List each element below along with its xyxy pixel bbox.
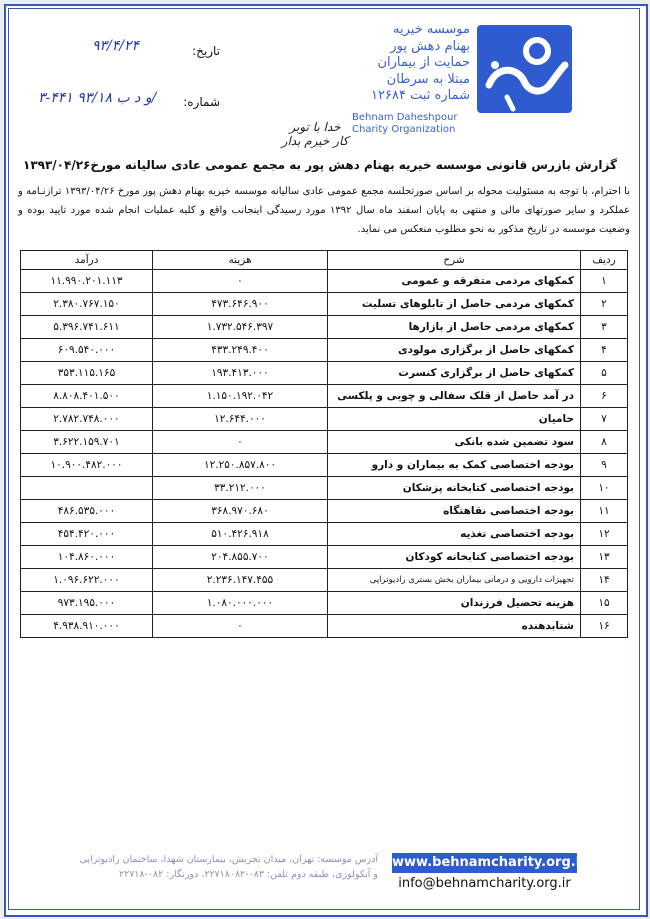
row-number: ۹ [581,454,628,477]
row-income: ۲.۷۸۲.۷۴۸.۰۰۰ [21,408,153,431]
row-description: کمکهای مردمی حاصل از بازارها [328,316,581,339]
org-name [330,22,470,105]
row-income: ۱۰۴.۸۶۰.۰۰۰ [21,546,153,569]
row-cost: ۳۶۸.۹۷۰.۶۸۰ [153,500,328,523]
row-description: هزینه تحصیل فرزندان [328,592,581,615]
row-number: ۱۰ [581,477,628,500]
row-income: ۶۰۹.۵۴۰.۰۰۰ [21,339,153,362]
row-number: ۱۳ [581,546,628,569]
org-name-line: حمایت از بیماران [377,55,470,70]
report-title: گزارش بازرس قانونی موسسه خیریه بهنام دهش پور به مجمع عمومی عادی سالیانه مورخ۱۳۹۳/۰۴/۲۶ [23,158,617,172]
date-value: ۹۳/۴/۲۴ [92,38,140,54]
row-number: ۷ [581,408,628,431]
table-row [21,615,628,638]
row-number: ۱۲ [581,523,628,546]
row-number: ۵ [581,362,628,385]
org-name-line: موسسه خیریه [393,22,470,37]
row-description: کمکهای حاصل از برگزاری مولودی [328,339,581,362]
row-description: کمکهای مردمی حاصل از تابلوهای تسلیت [328,293,581,316]
row-number: ۱۵ [581,592,628,615]
row-income: ۱۰.۹۰۰.۴۸۲.۰۰۰ [21,454,153,477]
address-line: آدرس موسسه: تهران، میدان تجریش، بیمارستان شهدا، ساختمان رادیوتراپی [79,854,378,865]
row-cost: ۰ [153,615,328,638]
row-number: ۴ [581,339,628,362]
row-income: ۸.۸۰۸.۴۰۱.۵۰۰ [21,385,153,408]
row-income: ۴۸۶.۵۳۵.۰۰۰ [21,500,153,523]
row-income: ۳.۶۲۲.۱۵۹.۷۰۱ [21,431,153,454]
header-description: شرح [328,251,581,270]
row-cost: ۲۰۴.۸۵۵.۷۰۰ [153,546,328,569]
row-description: بودجه اختصاصی کتابخانه کودکان [328,546,581,569]
row-income: ۲.۳۸۰.۷۶۷.۱۵۰ [21,293,153,316]
row-description: تجهیزات دارویی و درمانی بیماران بخش بستری رادیوتراپی [328,569,581,592]
header-income: درآمد [21,251,153,270]
table-row [21,293,628,316]
row-cost: ۱.۷۳۲.۵۴۶.۳۹۷ [153,316,328,339]
row-cost: ۳۳.۲۱۲.۰۰۰ [153,477,328,500]
row-number: ۱۶ [581,615,628,638]
org-name-line: شماره ثبت ۱۲۶۸۴ [371,88,470,103]
row-number: ۱ [581,270,628,293]
org-name-line: بهنام دهش پور [390,38,470,54]
table-row [21,362,628,385]
table-row [21,316,628,339]
row-cost: ۲.۲۳۶.۱۴۷.۴۵۵ [153,569,328,592]
row-number: ۸ [581,431,628,454]
row-cost: ۱۲.۲۵۰.۸۵۷.۸۰۰ [153,454,328,477]
row-description: بودجه اختصاصی کمک به بیماران و دارو [328,454,581,477]
row-description: سود تضمین شده بانکی [328,431,581,454]
row-cost: ۵۱۰.۴۲۶.۹۱۸ [153,523,328,546]
row-number: ۲ [581,293,628,316]
website-link[interactable]: www.behnamcharity.org.ir [392,853,577,873]
row-description: بودجه اختصاصی نقاهتگاه [328,500,581,523]
org-name-line: مبتلا به سرطان [386,71,470,87]
row-description: بودجه اختصاصی تغذیه [328,523,581,546]
row-cost: ۰ [153,270,328,293]
address-line: و آنکولوژی، طبقه دوم تلفن: ۰۸۳-۲۲۷۱۸۰۸۲، دورنگار: ۰۸۲-۲۲۷۱۸ [118,869,378,880]
row-cost: ۱.۱۵۰.۱۹۲.۰۴۲ [153,385,328,408]
table-row [21,431,628,454]
row-income: ۱.۰۹۶.۶۲۲.۰۰۰ [21,569,153,592]
row-description: شتابدهنده [328,615,581,638]
row-number: ۶ [581,385,628,408]
table-row [21,500,628,523]
financial-table [20,250,628,638]
report-intro: با احترام، با توجه به مسئولیت محوله بر اساس صورتجلسه مجمع عمومی عادی سالیانه موسسه خیریه بهنام دهش پور مورخ ۱۳۹۳/۰۴/۲۶ ترازنـامه و عملکرد و سایر صورتهای مالی و منتهی به پایان اسفند ماه سال ۱۳۹۲ مورد رسیدگی اینجانب واقع و کلیه عملیات انجام شده مورد تایید بوده و وضعیت موسسه در تاریخ مذکور به نحو مطلوب منعکس می نماید. [18,186,631,235]
row-description: در آمد حاصل از قلک سفالی و چوبی و پلکسی [328,385,581,408]
row-income: ۳۵۳.۱۱۵.۱۶۵ [21,362,153,385]
number-label: شماره: [183,95,220,109]
row-cost: ۱۲.۶۴۴.۰۰۰ [153,408,328,431]
row-income: ۴.۹۳۸.۹۱۰.۰۰۰ [21,615,153,638]
row-cost: ۴۷۳.۶۴۶.۹۰۰ [153,293,328,316]
org-name-english [352,112,477,136]
table-row [21,546,628,569]
row-income: ۴۵۴.۴۲۰.۰۰۰ [21,523,153,546]
row-number: ۱۴ [581,569,628,592]
logo [477,25,572,113]
row-income: ۵.۳۹۶.۷۴۱.۶۱۱ [21,316,153,339]
header-cost: هزینه [153,251,328,270]
email-link[interactable]: info@behnamcharity.org.ir [398,876,571,891]
row-cost: ۰ [153,431,328,454]
row-cost: ۱۹۳.۴۱۳.۰۰۰ [153,362,328,385]
logo-mark-icon [477,25,572,113]
table-row [21,477,628,500]
row-description: کمکهای حاصل از برگزاری کنسرت [328,362,581,385]
table-row [21,385,628,408]
footer-address [18,852,378,882]
row-income [21,477,153,500]
header-row-number: ردیف [581,251,628,270]
row-description: بودجه اختصاصی کتابخانه پزشکان [328,477,581,500]
table-row [21,569,628,592]
table-header-row [21,251,628,270]
row-number: ۳ [581,316,628,339]
handwritten-signature: خدا با توبر کار خیرم بدار [281,120,349,148]
table-row [21,592,628,615]
org-name-en-line: Charity Organization [352,124,456,135]
table-row [21,270,628,293]
row-income: ۱۱.۹۹۰.۲۰۱.۱۱۳ [21,270,153,293]
row-cost: ۱.۰۸۰.۰۰۰.۰۰۰ [153,592,328,615]
table-row [21,408,628,431]
row-cost: ۴۳۳.۲۴۹.۴۰۰ [153,339,328,362]
table-row [21,523,628,546]
row-description: حامیان [328,408,581,431]
row-number: ۱۱ [581,500,628,523]
number-value: ۳-۴۴۱ و د ب ۹۳/۱۸/ [38,90,157,106]
org-name-en-line: Behnam Daheshpour [352,112,458,123]
table-row [21,339,628,362]
table-row [21,454,628,477]
row-income: ۹۷۳.۱۹۵.۰۰۰ [21,592,153,615]
row-description: کمکهای مردمی متفرقه و عمومی [328,270,581,293]
date-label: تاریخ: [192,44,220,58]
